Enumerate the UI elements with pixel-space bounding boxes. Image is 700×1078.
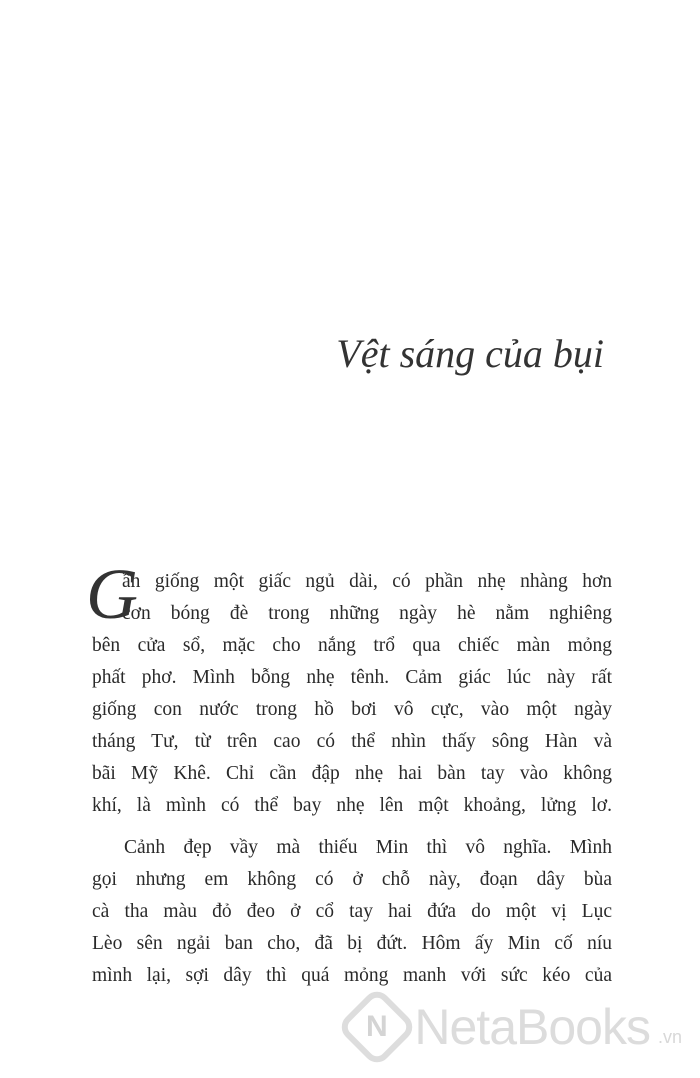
text-line: phất phơ. Mình bỗng nhẹ tênh. Cảm giác lúc này rất <box>92 667 612 688</box>
paragraph-1 <box>86 554 612 822</box>
text-line: cơn bóng đè trong những ngày hè nằm nghiêng <box>122 603 612 624</box>
paragraph-2 <box>92 832 612 992</box>
text-line: tháng Tư, từ trên cao có thể nhìn thấy sông Hàn và <box>92 731 612 752</box>
text-line: mình lại, sợi dây thì quá mỏng manh với sức kéo của <box>92 965 612 986</box>
body-text <box>86 554 612 1002</box>
watermark-domain: .vn <box>657 1027 682 1047</box>
text-line: cà tha màu đỏ đeo ở cổ tay hai đứa do một vị Lục <box>92 901 612 922</box>
drop-cap: G <box>86 554 138 634</box>
text-line: Cảnh đẹp vầy mà thiếu Min thì vô nghĩa. Mình <box>124 837 612 858</box>
text-line: gọi nhưng em không có ở chỗ này, đoạn dây bùa <box>92 869 612 890</box>
text-line: bãi Mỹ Khê. Chỉ cần đập nhẹ hai bàn tay vào không <box>92 763 612 784</box>
netabooks-logo-icon <box>336 986 418 1068</box>
logo-letter: N <box>366 1009 389 1043</box>
watermark-brand: NetaBooks <box>414 999 650 1055</box>
text-line: Lèo sên ngải ban cho, đã bị đứt. Hôm ấy Min cố níu <box>92 933 612 954</box>
text-line: bên cửa sổ, mặc cho nắng trổ qua chiếc màn mỏng <box>92 635 612 656</box>
text-line: khí, là mình có thể bay nhẹ lên một khoảng, lửng lơ. <box>92 795 612 816</box>
text-line: ần giống một giấc ngủ dài, có phần nhẹ nhàng hơn <box>122 571 612 592</box>
text-line: giống con nước trong hồ bơi vô cực, vào một ngày <box>92 699 612 720</box>
chapter-title: Vệt sáng của bụi <box>336 331 604 376</box>
netabooks-watermark <box>348 998 682 1056</box>
